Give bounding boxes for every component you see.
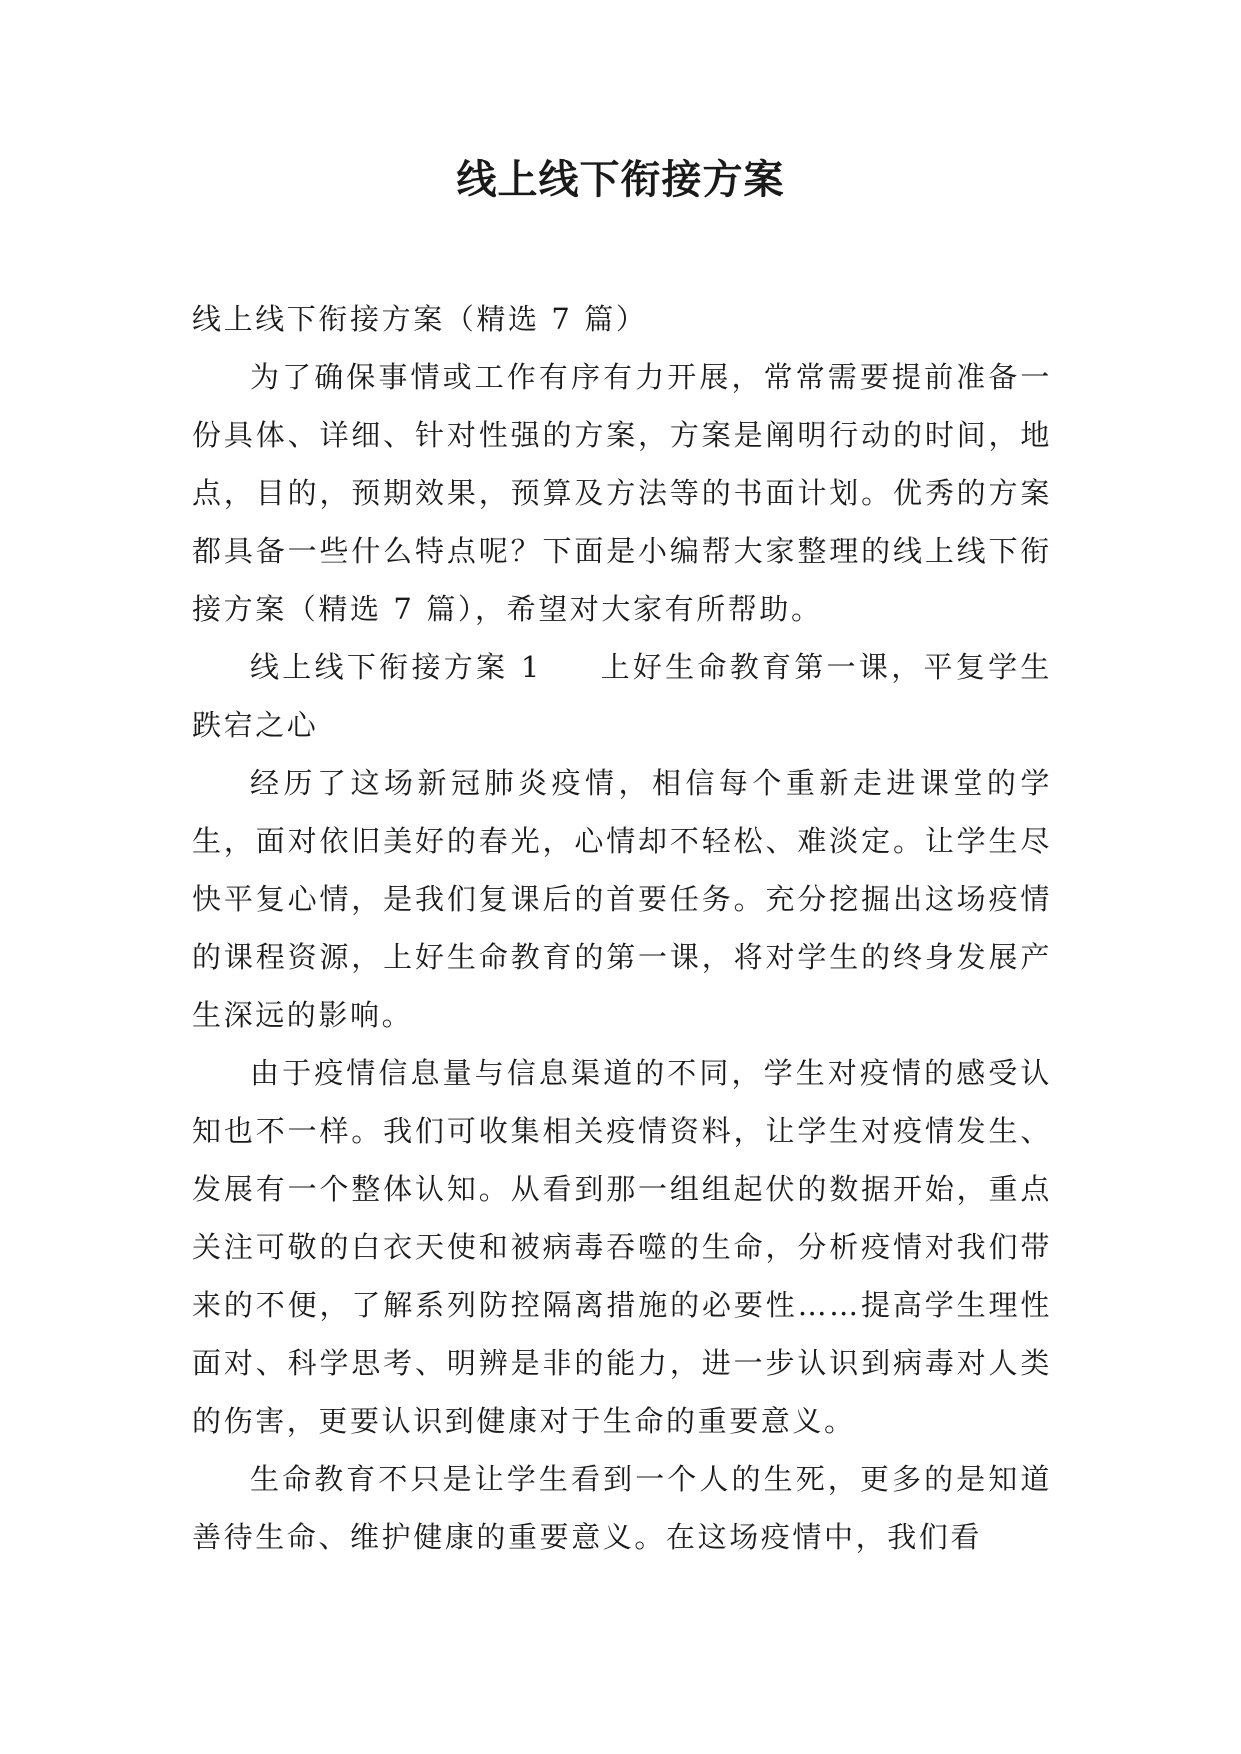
document-title: 线上线下衔接方案 bbox=[456, 157, 785, 203]
intro-paragraph: 为了确保事情或工作有序有力开展，常常需要提前准备一份具体、详细、针对性强的方案，方案是阐明行动的时间，地点，目的，预期效果，预算及方法等的书面计划。优秀的方案都具备一些什么特点呢？下面是小编帮大家整理的线上线下衔接方案（精选 7 篇），希望对大家有所帮助。 bbox=[192, 360, 1052, 626]
section-heading-tail: 上好生命教育第一课，平复学生跌宕之心 bbox=[192, 650, 1052, 742]
section-heading bbox=[192, 638, 1052, 754]
section-heading-label: 线上线下衔接方案 1 bbox=[250, 650, 542, 684]
body-paragraph: 经历了这场新冠肺炎疫情，相信每个重新走进课堂的学生，面对依旧美好的春光，心情却不轻松、难淡定。让学生尽快平复心情，是我们复课后的首要任务。充分挖掘出这场疫情的课程资源，上好生命教育的第一课，将对学生的终身发展产生深远的影响。 bbox=[192, 766, 1052, 1032]
body-paragraph: 由于疫情信息量与信息渠道的不同，学生对疫情的感受认知也不一样。我们可收集相关疫情资料，让学生对疫情发生、发展有一个整体认知。从看到那一组组起伏的数据开始，重点关注可敬的白衣天使和被病毒吞噬的生命，分析疫情对我们带来的不便，了解系列防控隔离措施的必要性……提高学生理性面对、科学思考、明辨是非的能力，进一步认识到病毒对人类的伤害，更要认识到健康对于生命的重要意义。 bbox=[192, 1056, 1052, 1438]
body-paragraph: 生命教育不只是让学生看到一个人的生死，更多的是知道善待生命、维护健康的重要意义。在这场疫情中，我们看 bbox=[192, 1462, 1052, 1554]
document-body bbox=[192, 290, 1052, 1566]
document-subtitle: 线上线下衔接方案（精选 7 篇） bbox=[192, 302, 648, 336]
